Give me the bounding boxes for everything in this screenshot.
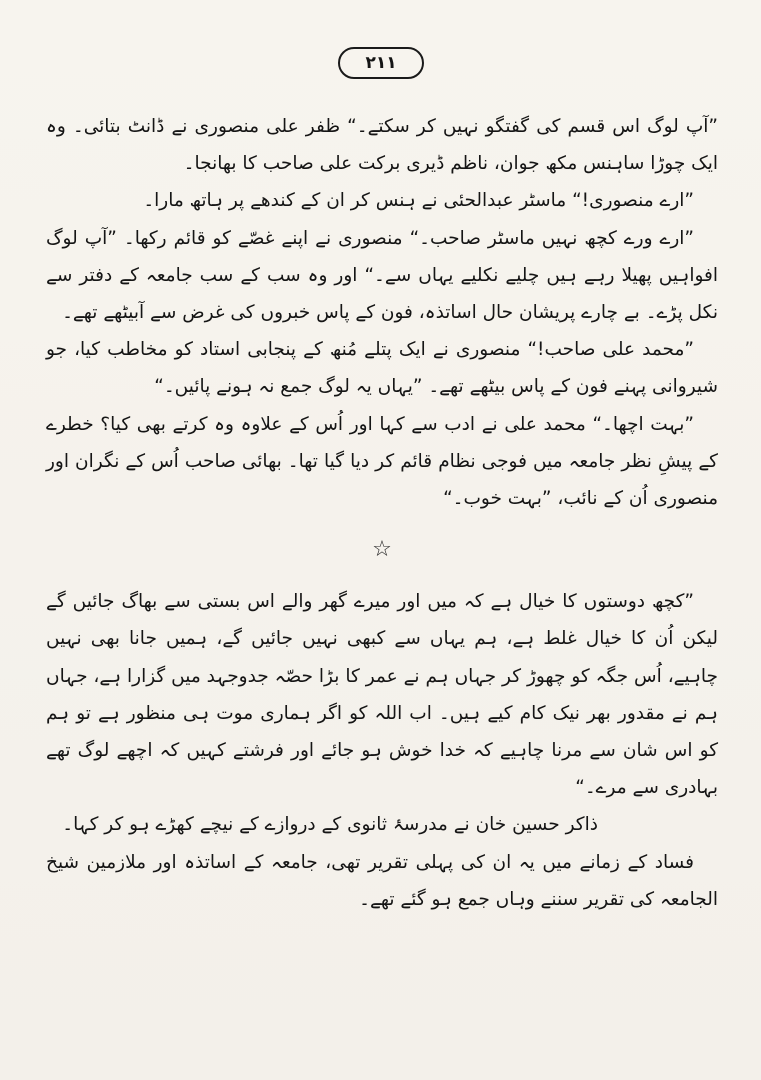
page-number [338, 47, 424, 79]
section-break-star-icon: ☆ [372, 537, 392, 563]
page-body [46, 108, 718, 1058]
paragraph: ”محمد علی صاحب!“ منصوری نے ایک پتلے مُنھ کے پنجابی استاد کو مخاطب کیا، جو شیروانی پہنے فون کے پاس بیٹھے تھے۔ ”یہاں یہ لوگ جمع نہ ہونے پائیں۔“ [46, 339, 718, 398]
paragraph: ذاکر حسین خان نے مدرسۂ ثانوی کے دروازے کے نیچے کھڑے ہو کر کہا۔ [62, 814, 598, 836]
paragraph: ”ارے ورے کچھ نہیں ماسٹر صاحب۔“ منصوری نے اپنے غصّے کو قائم رکھا۔ ”آپ لوگ افواہیں پھیلا رہے ہیں چلیے نکلیے یہاں سے۔“ اور وہ سب کے سب جامعہ کے دفتر سے نکل پڑے۔ بے چارے پریشان حال اساتذہ، فون کے پاس خبروں کی غرض سے آبیٹھے تھے۔ [46, 227, 718, 324]
paragraph: ”آپ لوگ اس قسم کی گفتگو نہیں کر سکتے۔“ ظفر علی منصوری نے ڈانٹ بتائی۔ وہ ایک چوڑا ساہنس مکھ جوان، ناظم ڈیری برکت علی صاحب کا بھانجا۔ [46, 116, 718, 175]
paragraph: فساد کے زمانے میں یہ ان کی پہلی تقریر تھی، جامعہ کے اساتذہ اور ملازمین شیخ الجامعہ کی تقریر سننے وہاں جمع ہو گئے تھے۔ [46, 851, 718, 910]
page-number-text: ٢١١ [365, 53, 397, 73]
paragraph: ”کچھ دوستوں کا خیال ہے کہ میں اور میرے گھر والے اس بستی سے بھاگ جائیں گے لیکن اُن کا خیال غلط ہے، ہم یہاں سے کبھی نہیں جائیں گے، ہمیں جانا بھی نہیں چاہیے، اُس جگہ کو چھوڑ کر جہاں ہم نے عمر کا بڑا حصّہ جدوجہد میں گزارا ہے، جہاں ہم نے مقدور بھر نیک کام کیے ہیں۔ اب اللہ کو اگر ہماری موت ہی منظور ہے تو ہم کو اس شان سے مرنا چاہیے کہ خدا خوش ہو جائے اور فرشتے کہیں کہ اچھے لوگ تھے بہادری سے مرے۔“ [46, 591, 718, 799]
paragraph: ”بہت اچھا۔“ محمد علی نے ادب سے کہا اور اُس کے علاوہ وہ کرتے بھی کیا؟ خطرے کے پیشِ نظر جامعہ میں فوجی نظام قائم کر دیا گیا تھا۔ بھائی صاحب اُس کے نگران اور منصوری اُن کے نائب، ”بہت خوب۔“ [46, 413, 718, 510]
paragraph: ”ارے منصوری!“ ماسٹر عبدالحئی نے ہنس کر ان کے کندھے پر ہاتھ مارا۔ [143, 190, 694, 212]
